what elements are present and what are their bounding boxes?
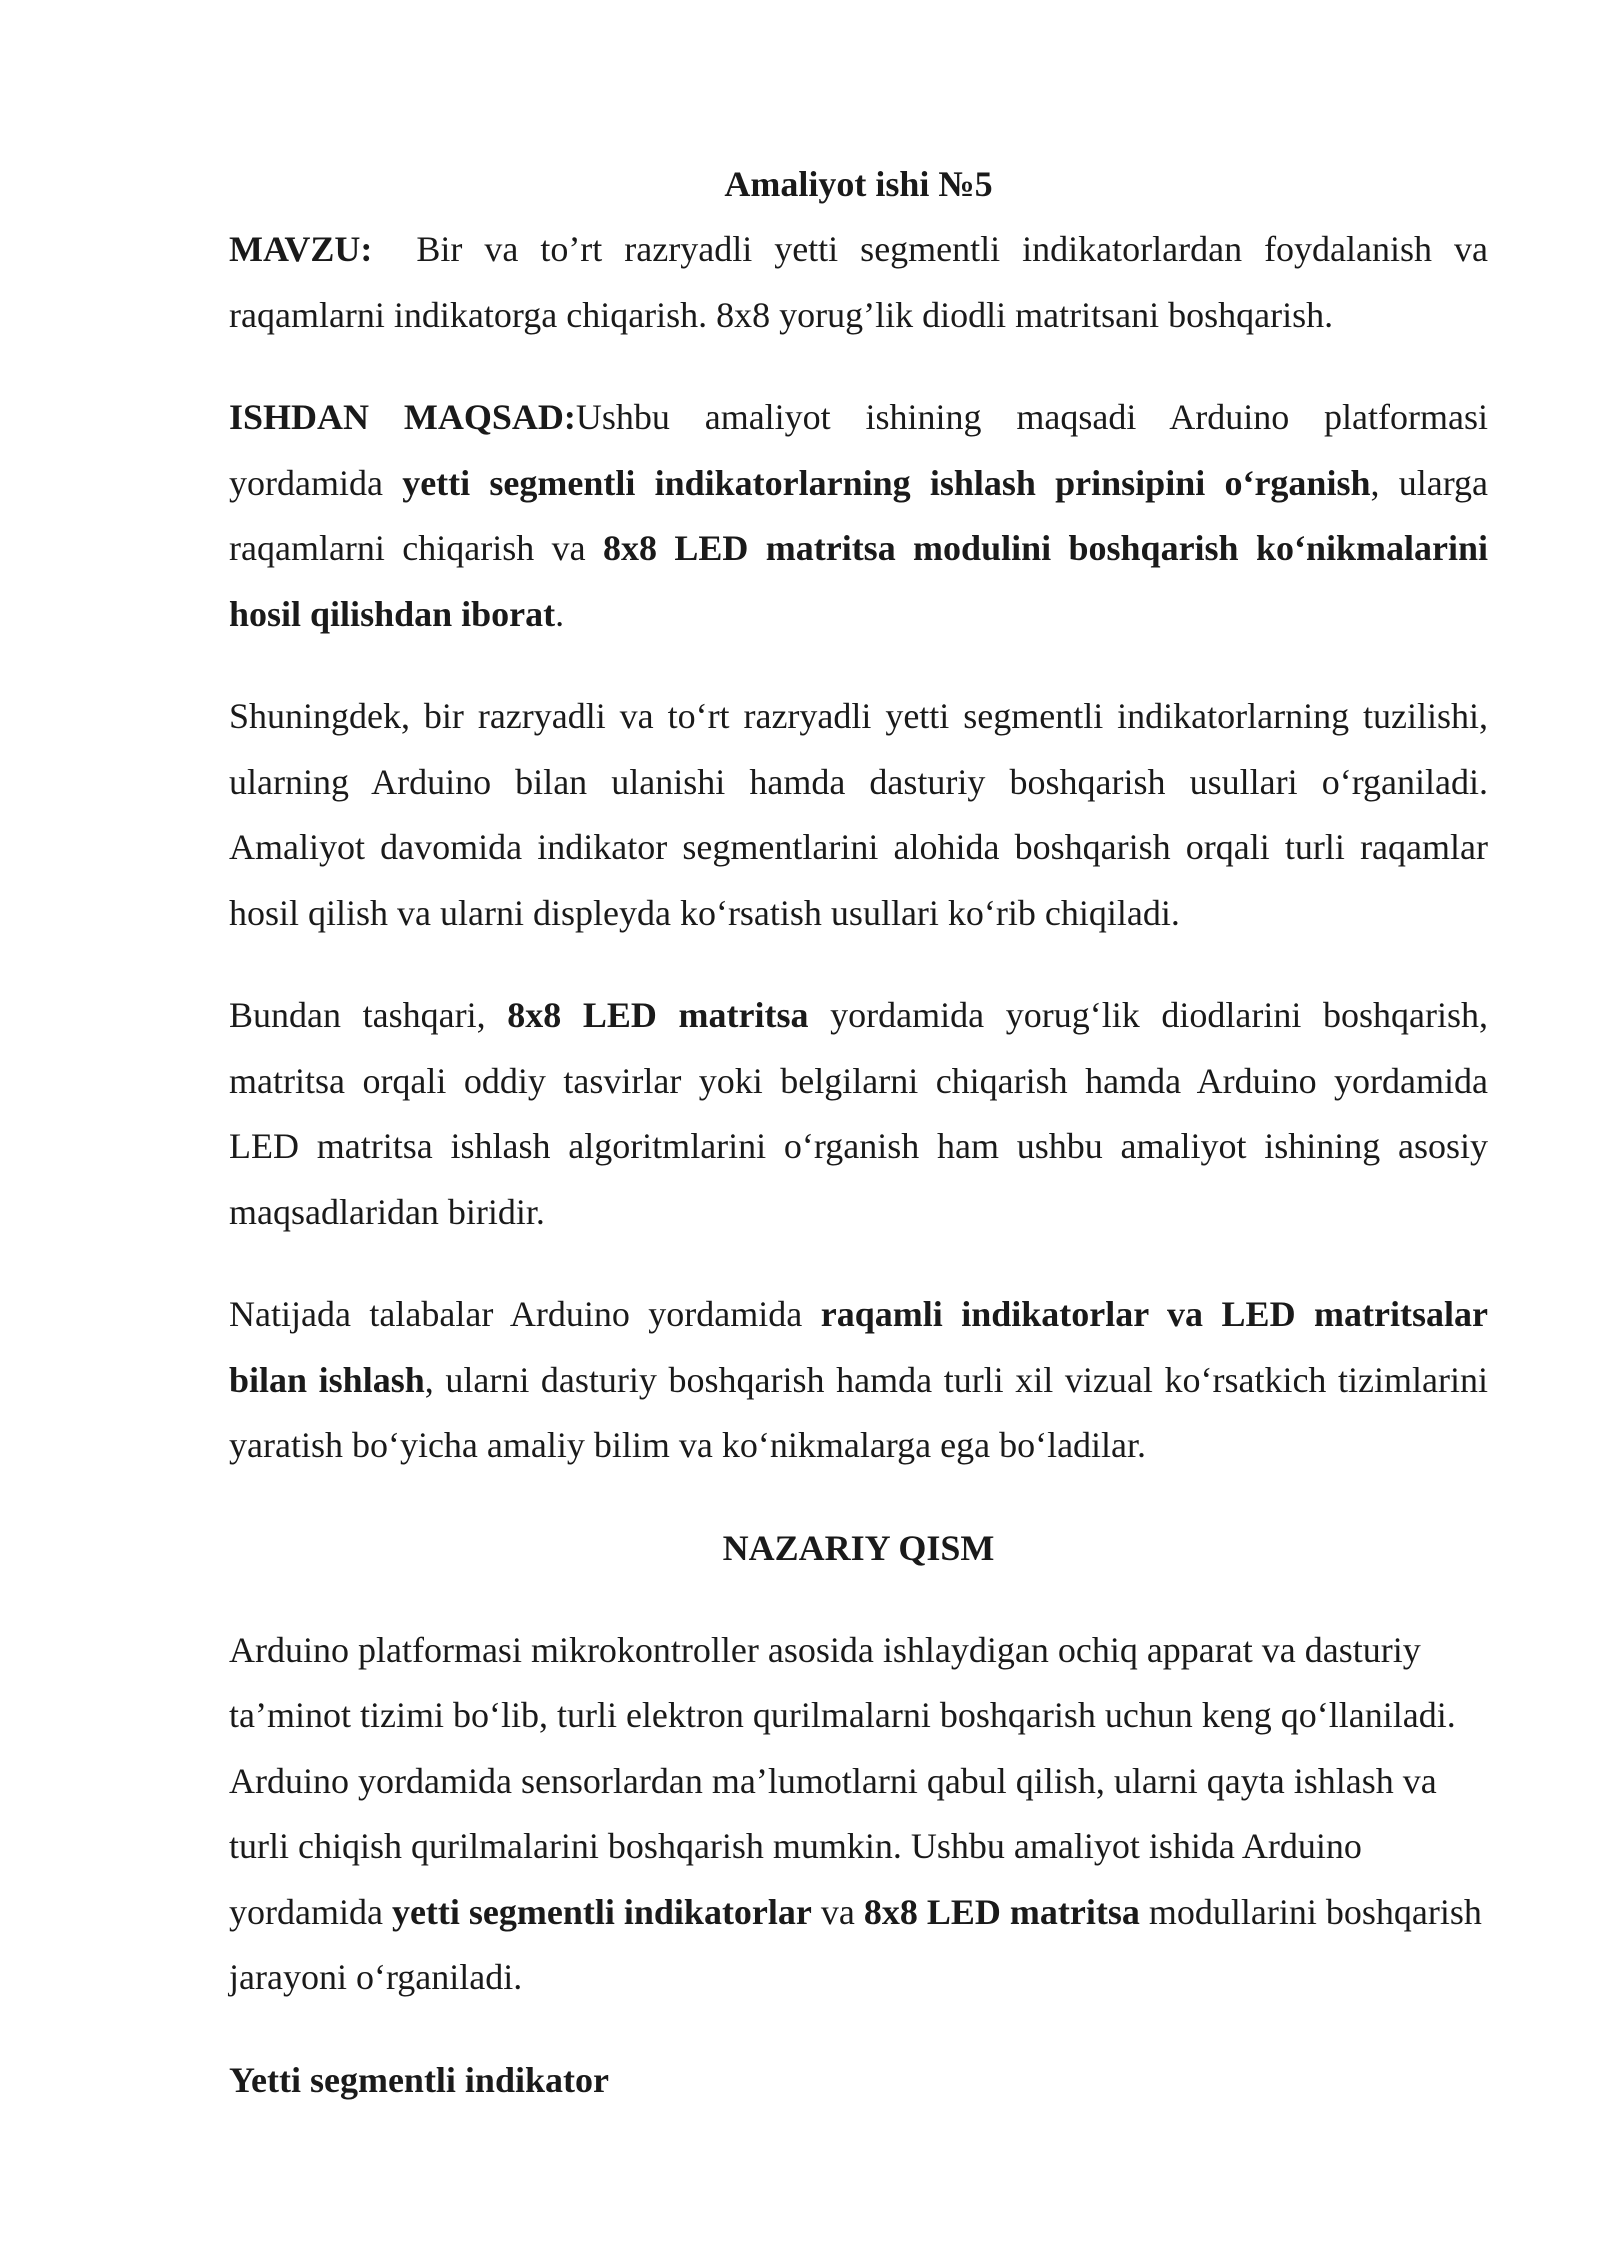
para4-bold-1: raqamli indikatorlar va LED matritsalar bilan ishlash [229, 1294, 1488, 1400]
topic-label: MAVZU: [229, 229, 373, 269]
para5-bold-1: yetti segmentli indikatorlar [391, 1891, 812, 1932]
document-content [229, 152, 1488, 2113]
goal-paragraph [229, 385, 1488, 647]
para3-text-1: Bundan tashqari, [229, 995, 508, 1035]
para5-text-3: modullarini boshqarish jarayoni o‘rganiladi. [229, 1891, 1482, 1997]
para4-text-1: Natijada talabalar Arduino yordamida [229, 1294, 821, 1334]
paragraph-4 [229, 1282, 1488, 1479]
section-title: NAZARIY QISM [722, 1527, 995, 1568]
goal-bold-2: 8x8 LED matritsa modulini boshqarish ko‘nikmalarini hosil qilishdan iborat [229, 528, 1488, 634]
para3-text-2: yordamida yorug‘lik diodlarini boshqarish, matritsa orqali oddiy tasvirlar yoki belgilarni chiqarish hamda Arduino yordamida LED matritsa ishlash algoritmlarini o‘rganish ham ushbu amaliyot ishining asosiy maqsadlaridan biridir. [229, 995, 1488, 1232]
para5-text-1: Arduino platformasi mikrokontroller asosida ishlaydigan ochiq apparat va dasturiy ta’minot tizimi bo‘lib, turli elektron qurilmalarni boshqarish uchun keng qo‘llaniladi. Arduino yordamida sensorlardan ma’lumotlarni qabul qilish, ularni qayta ishlash va turli chiqish qurilmalarini boshqarish mumkin. Ushbu amaliyot ishida Arduino yordamida [229, 1629, 1456, 1932]
paragraph-5 [229, 1618, 1488, 2011]
document-title: Amaliyot ishi №5 [724, 164, 993, 204]
subheading: Yetti segmentli indikator [229, 2059, 609, 2100]
goal-bold-1: yetti segmentli indikatorlarning ishlash prinsipini o‘rganish [402, 462, 1371, 503]
goal-label: ISHDAN MAQSAD: [229, 397, 576, 437]
goal-text-1: Ushbu amaliyot ishining maqsadi Arduino platformasi yordamida [229, 397, 1488, 503]
paragraph-3 [229, 983, 1488, 1245]
goal-text-3: . [555, 593, 565, 634]
topic-text: Bir va to’rt razryadli yetti segmentli indikatorlardan foydalanish va raqamlarni indikatorga chiqarish. 8x8 yorug’lik diodli matritsani boshqarish. [229, 229, 1488, 335]
para5-text-2: va [811, 1891, 864, 1932]
para5-bold-2: 8x8 LED matritsa [863, 1891, 1140, 1932]
paragraph-2: Shuningdek, bir razryadli va to‘rt razryadli yetti segmentli indikatorlarning tuzilishi, ularning Arduino bilan ulanishi hamda dasturiy boshqarish usullari o‘rganiladi. Amaliyot davomida indikator segmentlarini alohida boshqarish orqali turli raqamlar hosil qilish va ularni displeyda ko‘rsatish usullari ko‘rib chiqiladi. [229, 696, 1488, 933]
para3-bold-1: 8x8 LED matritsa [507, 995, 809, 1035]
goal-text-2: , ularga raqamlarni chiqarish va [229, 462, 1489, 568]
para4-text-2: , ularni dasturiy boshqarish hamda turli xil vizual ko‘rsatkich tizimlarini yaratish bo‘yicha amaliy bilim va ko‘nikmalarga ega bo‘ladilar. [229, 1359, 1488, 1465]
topic-paragraph [229, 217, 1488, 348]
